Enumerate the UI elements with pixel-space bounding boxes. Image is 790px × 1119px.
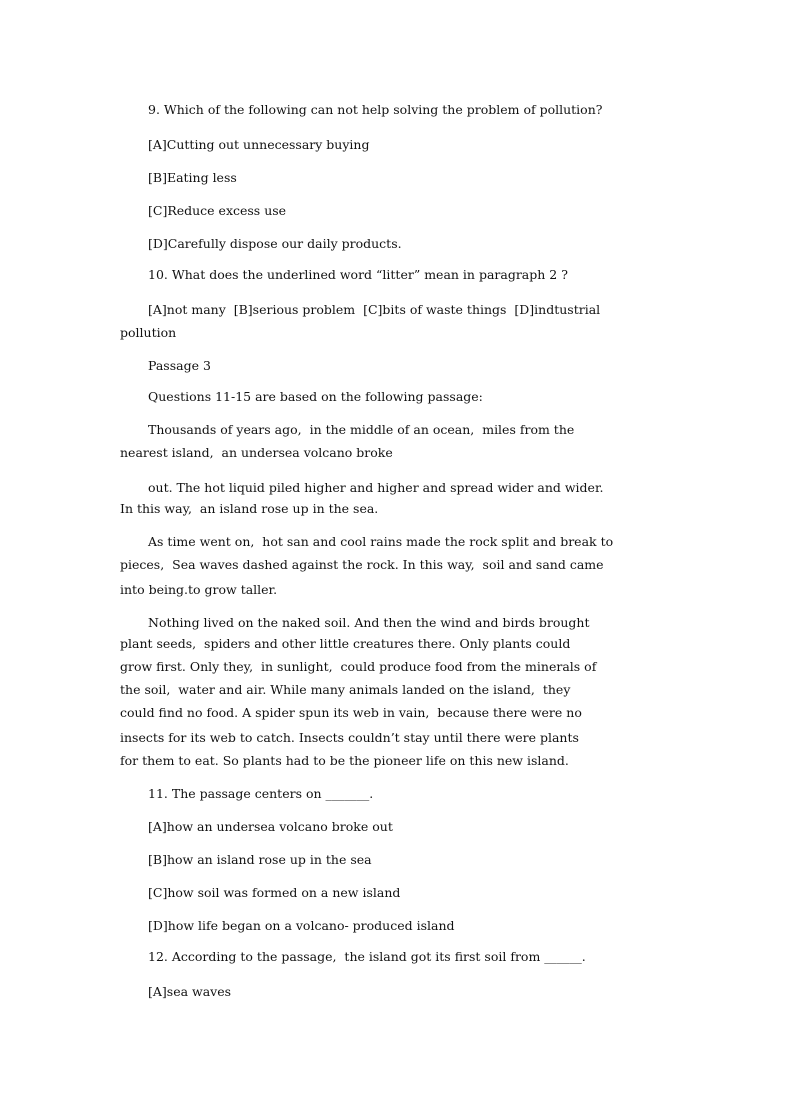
passage-intro: Questions 11-15 are based on the following passage: [148, 389, 483, 404]
question-12-stem: 12. According to the passage, the island got its first soil from ______. [148, 949, 586, 964]
paragraph-4-line-3: grow first. Only they, in sunlight, could produce food from the minerals of [120, 659, 597, 674]
question-9-stem: 9. Which of the following can not help solving the problem of pollution? [148, 102, 603, 117]
question-11-option-c: [C]how soil was formed on a new island [148, 885, 401, 900]
paragraph-4-line-2: plant seeds, spiders and other little creatures there. Only plants could [120, 636, 571, 651]
paragraph-3-line-1: As time went on, hot san and cool rains made the rock split and break to [148, 534, 614, 549]
paragraph-4-line-6: insects for its web to catch. Insects couldn’t stay until there were plants [120, 730, 579, 745]
question-9-option-b: [B]Eating less [148, 170, 237, 185]
question-11-option-a: [A]how an undersea volcano broke out [148, 819, 393, 834]
paragraph-4-line-4: the soil, water and air. While many animals landed on the island, they [120, 682, 571, 697]
question-10-options-continued: pollution [120, 325, 177, 340]
paragraph-2-line-2: In this way, an island rose up in the sea. [120, 501, 379, 516]
paragraph-4-line-7: for them to eat. So plants had to be the pioneer life on this new island. [120, 753, 569, 768]
question-10-stem: 10. What does the underlined word “litter” mean in paragraph 2 ? [148, 267, 568, 282]
paragraph-4-line-5: could find no food. A spider spun its web in vain, because there were no [120, 705, 582, 720]
question-9-option-a: [A]Cutting out unnecessary buying [148, 137, 370, 152]
question-10-options: [A]not many [B]serious problem [C]bits of waste things [D]indtustrial [148, 302, 601, 317]
question-11-option-b: [B]how an island rose up in the sea [148, 852, 372, 867]
paragraph-3-line-2: pieces, Sea waves dashed against the rock. In this way, soil and sand came [120, 557, 604, 572]
question-11-stem: 11. The passage centers on _______. [148, 786, 374, 801]
passage-heading: Passage 3 [148, 358, 211, 373]
paragraph-2-line-1: out. The hot liquid piled higher and higher and spread wider and wider. [148, 480, 604, 495]
paragraph-4-line-1: Nothing lived on the naked soil. And then the wind and birds brought [148, 615, 590, 630]
paragraph-1-line-2: nearest island, an undersea volcano broke [120, 445, 393, 460]
question-9-option-d: [D]Carefully dispose our daily products. [148, 236, 402, 251]
question-12-option-a: [A]sea waves [148, 984, 232, 999]
question-11-option-d: [D]how life began on a volcano- produced island [148, 918, 455, 933]
paragraph-3-line-3: into being.to grow taller. [120, 582, 278, 597]
question-9-option-c: [C]Reduce excess use [148, 203, 287, 218]
paragraph-1-line-1: Thousands of years ago, in the middle of an ocean, miles from the [148, 422, 575, 437]
